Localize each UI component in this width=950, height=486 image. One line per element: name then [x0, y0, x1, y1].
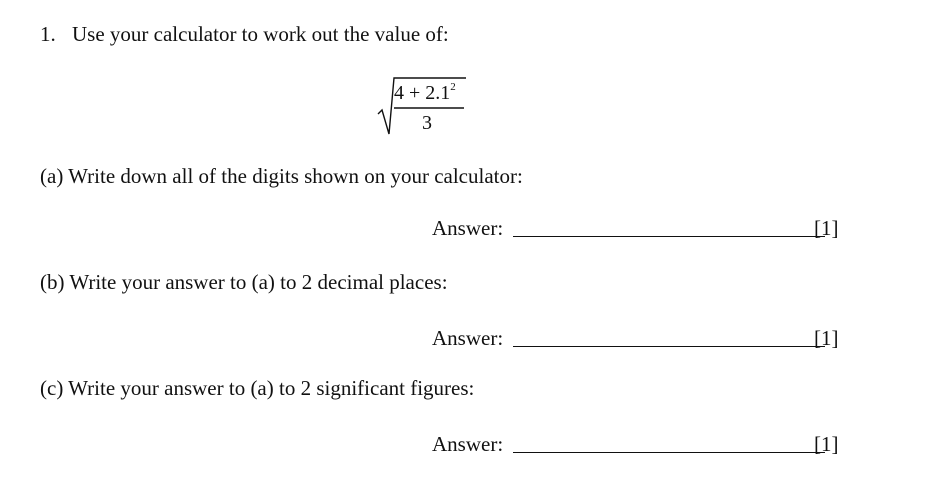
part-b-answer-row — [432, 326, 842, 352]
part-a-prompt: (a) Write down all of the digits shown on your calculator: — [40, 164, 523, 188]
fraction-numerator — [394, 82, 456, 104]
marks-badge: [1] — [814, 326, 839, 350]
part-a-answer-row — [432, 216, 842, 242]
marks-badge: [1] — [814, 216, 839, 240]
answer-label: Answer: — [432, 216, 504, 240]
numerator-exponent: 2 — [450, 81, 456, 93]
marks-badge: [1] — [814, 432, 839, 456]
numerator-base: 4 + 2.1 — [394, 82, 451, 104]
answer-line[interactable] — [513, 452, 825, 453]
part-c-prompt: (c) Write your answer to (a) to 2 significant figures: — [40, 376, 475, 400]
answer-line[interactable] — [513, 346, 825, 347]
fraction-denominator: 3 — [422, 112, 432, 134]
answer-label: Answer: — [432, 326, 504, 350]
answer-label: Answer: — [432, 432, 504, 456]
question-number: 1. — [40, 22, 56, 46]
answer-line[interactable] — [513, 236, 825, 237]
question-stem: Use your calculator to work out the value of: — [72, 22, 449, 46]
part-c-answer-row — [432, 432, 842, 458]
square-root-expression — [376, 74, 476, 138]
part-b-prompt: (b) Write your answer to (a) to 2 decimal places: — [40, 270, 448, 294]
